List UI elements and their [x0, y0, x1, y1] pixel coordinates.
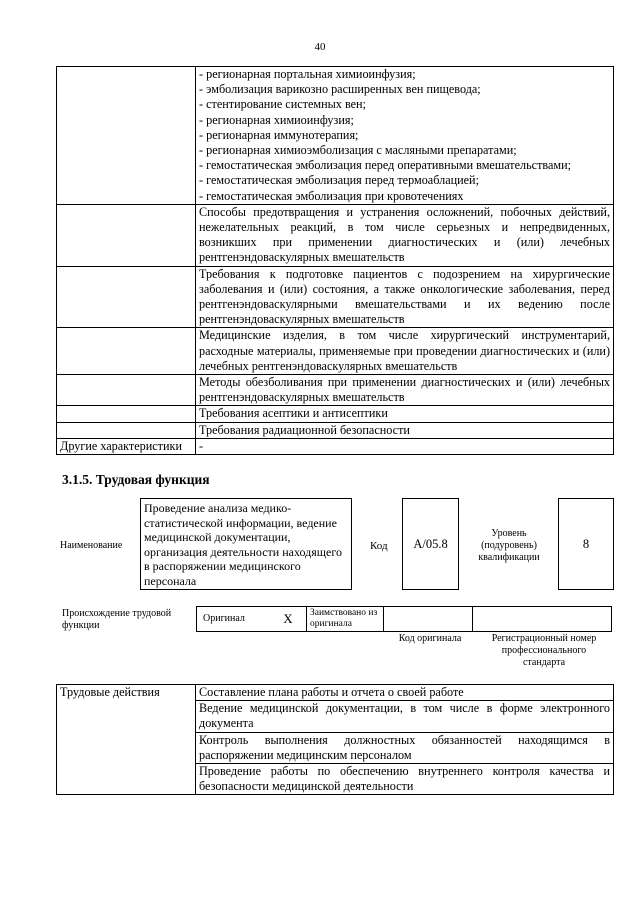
empty-label-cell — [57, 406, 196, 422]
list-item: - гемостатическая эмболизация перед термоаблацией; — [199, 173, 479, 188]
empty-label-cell — [57, 204, 196, 266]
level-label: Уровень (подуровень) квалификации — [478, 528, 540, 563]
list-item: - регионарная портальная химиоинфузия; — [199, 67, 416, 81]
reg-number-caption: Регистрационный номер профессионального стандарта — [491, 633, 597, 668]
original-mark: X — [270, 607, 307, 632]
other-characteristics-value: - — [196, 438, 614, 454]
function-name-box: Проведение анализа медико-статистической информации, ведение медицинской документации, организация деятельности находящего в распоряжении медицинского персонала — [140, 498, 352, 590]
empty-label-cell — [57, 422, 196, 438]
name-label: Наименование — [60, 540, 123, 551]
table-row: Требования к подготовке пациентов с подозрением на хирургические заболевания и (или) состояния, а также онкологические заболевания, перед рентгенэндоваскулярными вмешательствами и их ведению после рентгенэндоваскулярных вмешательств — [196, 266, 614, 328]
page-number: 40 — [314, 41, 326, 53]
section-heading: 3.1.5. Трудовая функция — [62, 472, 210, 487]
origin-table — [196, 606, 612, 632]
table-row: Контроль выполнения должностных обязанностей находящимся в распоряжении медицинским персоналом — [196, 732, 614, 763]
labor-actions-label: Трудовые действия — [57, 685, 196, 795]
empty-label-cell — [57, 266, 196, 328]
code-original-caption: Код оригинала — [398, 633, 462, 644]
other-characteristics-label: Другие характеристики — [57, 438, 196, 454]
knowledge-table — [56, 66, 614, 455]
table-row: Проведение работы по обеспечению внутреннего контроля качества и безопасности медицинской деятельности — [196, 764, 614, 795]
table-row: Требования асептики и антисептики — [196, 406, 614, 422]
list-item: - регионарная химиоэмболизация с масляными препаратами; — [199, 143, 517, 158]
list-item: - эмболизация варикозно расширенных вен пищевода; — [199, 82, 481, 97]
table-row: Методы обезболивания при применении диагностических и (или) лечебных рентгенэндоваскулярных вмешательств — [196, 375, 614, 406]
list-item: - регионарная иммунотерапия; — [199, 127, 359, 142]
table-row: Способы предотвращения и устранения осложнений, побочных действий, нежелательных реакций, в том числе серьезных и непредвиденных, возникших при применении диагностических и (или) лечебных рентгенэндоваскулярных вмешательств — [196, 204, 614, 266]
list-item: - стентирование системных вен; — [199, 97, 366, 112]
origin-label: Происхождение трудовой функции — [62, 608, 172, 631]
table-row: Медицинские изделия, в том числе хирургический инструментарий, расходные материалы, применяемые при проведении диагностических и (или) лечебных рентгенэндоваскулярных вмешательств — [196, 328, 614, 375]
empty-label-cell — [57, 375, 196, 406]
original-cell: Оригинал — [197, 607, 271, 632]
empty-label-cell — [57, 328, 196, 375]
function-code-box: А/05.8 — [402, 498, 459, 590]
reg-number-cell — [473, 607, 612, 632]
list-item: - гемостатическая эмболизация при кровотечениях — [199, 188, 464, 203]
table-row: Составление плана работы и отчета о своей работе — [196, 685, 614, 701]
level-value-box: 8 — [558, 498, 614, 590]
code-label: Код — [370, 540, 388, 552]
empty-label-cell — [57, 67, 196, 205]
table-row: Требования радиационной безопасности — [196, 422, 614, 438]
table-row: Ведение медицинской документации, в том числе в форме электронного документа — [196, 701, 614, 732]
list-item: - гемостатическая эмболизация перед оперативными вмешательствами; — [199, 158, 572, 173]
labor-actions-table — [56, 684, 614, 795]
procedures-list-cell — [196, 67, 614, 205]
code-original-cell — [384, 607, 473, 632]
list-item: - регионарная химиоинфузия; — [199, 112, 354, 127]
borrowed-cell: Заимствовано из оригинала — [307, 607, 384, 632]
